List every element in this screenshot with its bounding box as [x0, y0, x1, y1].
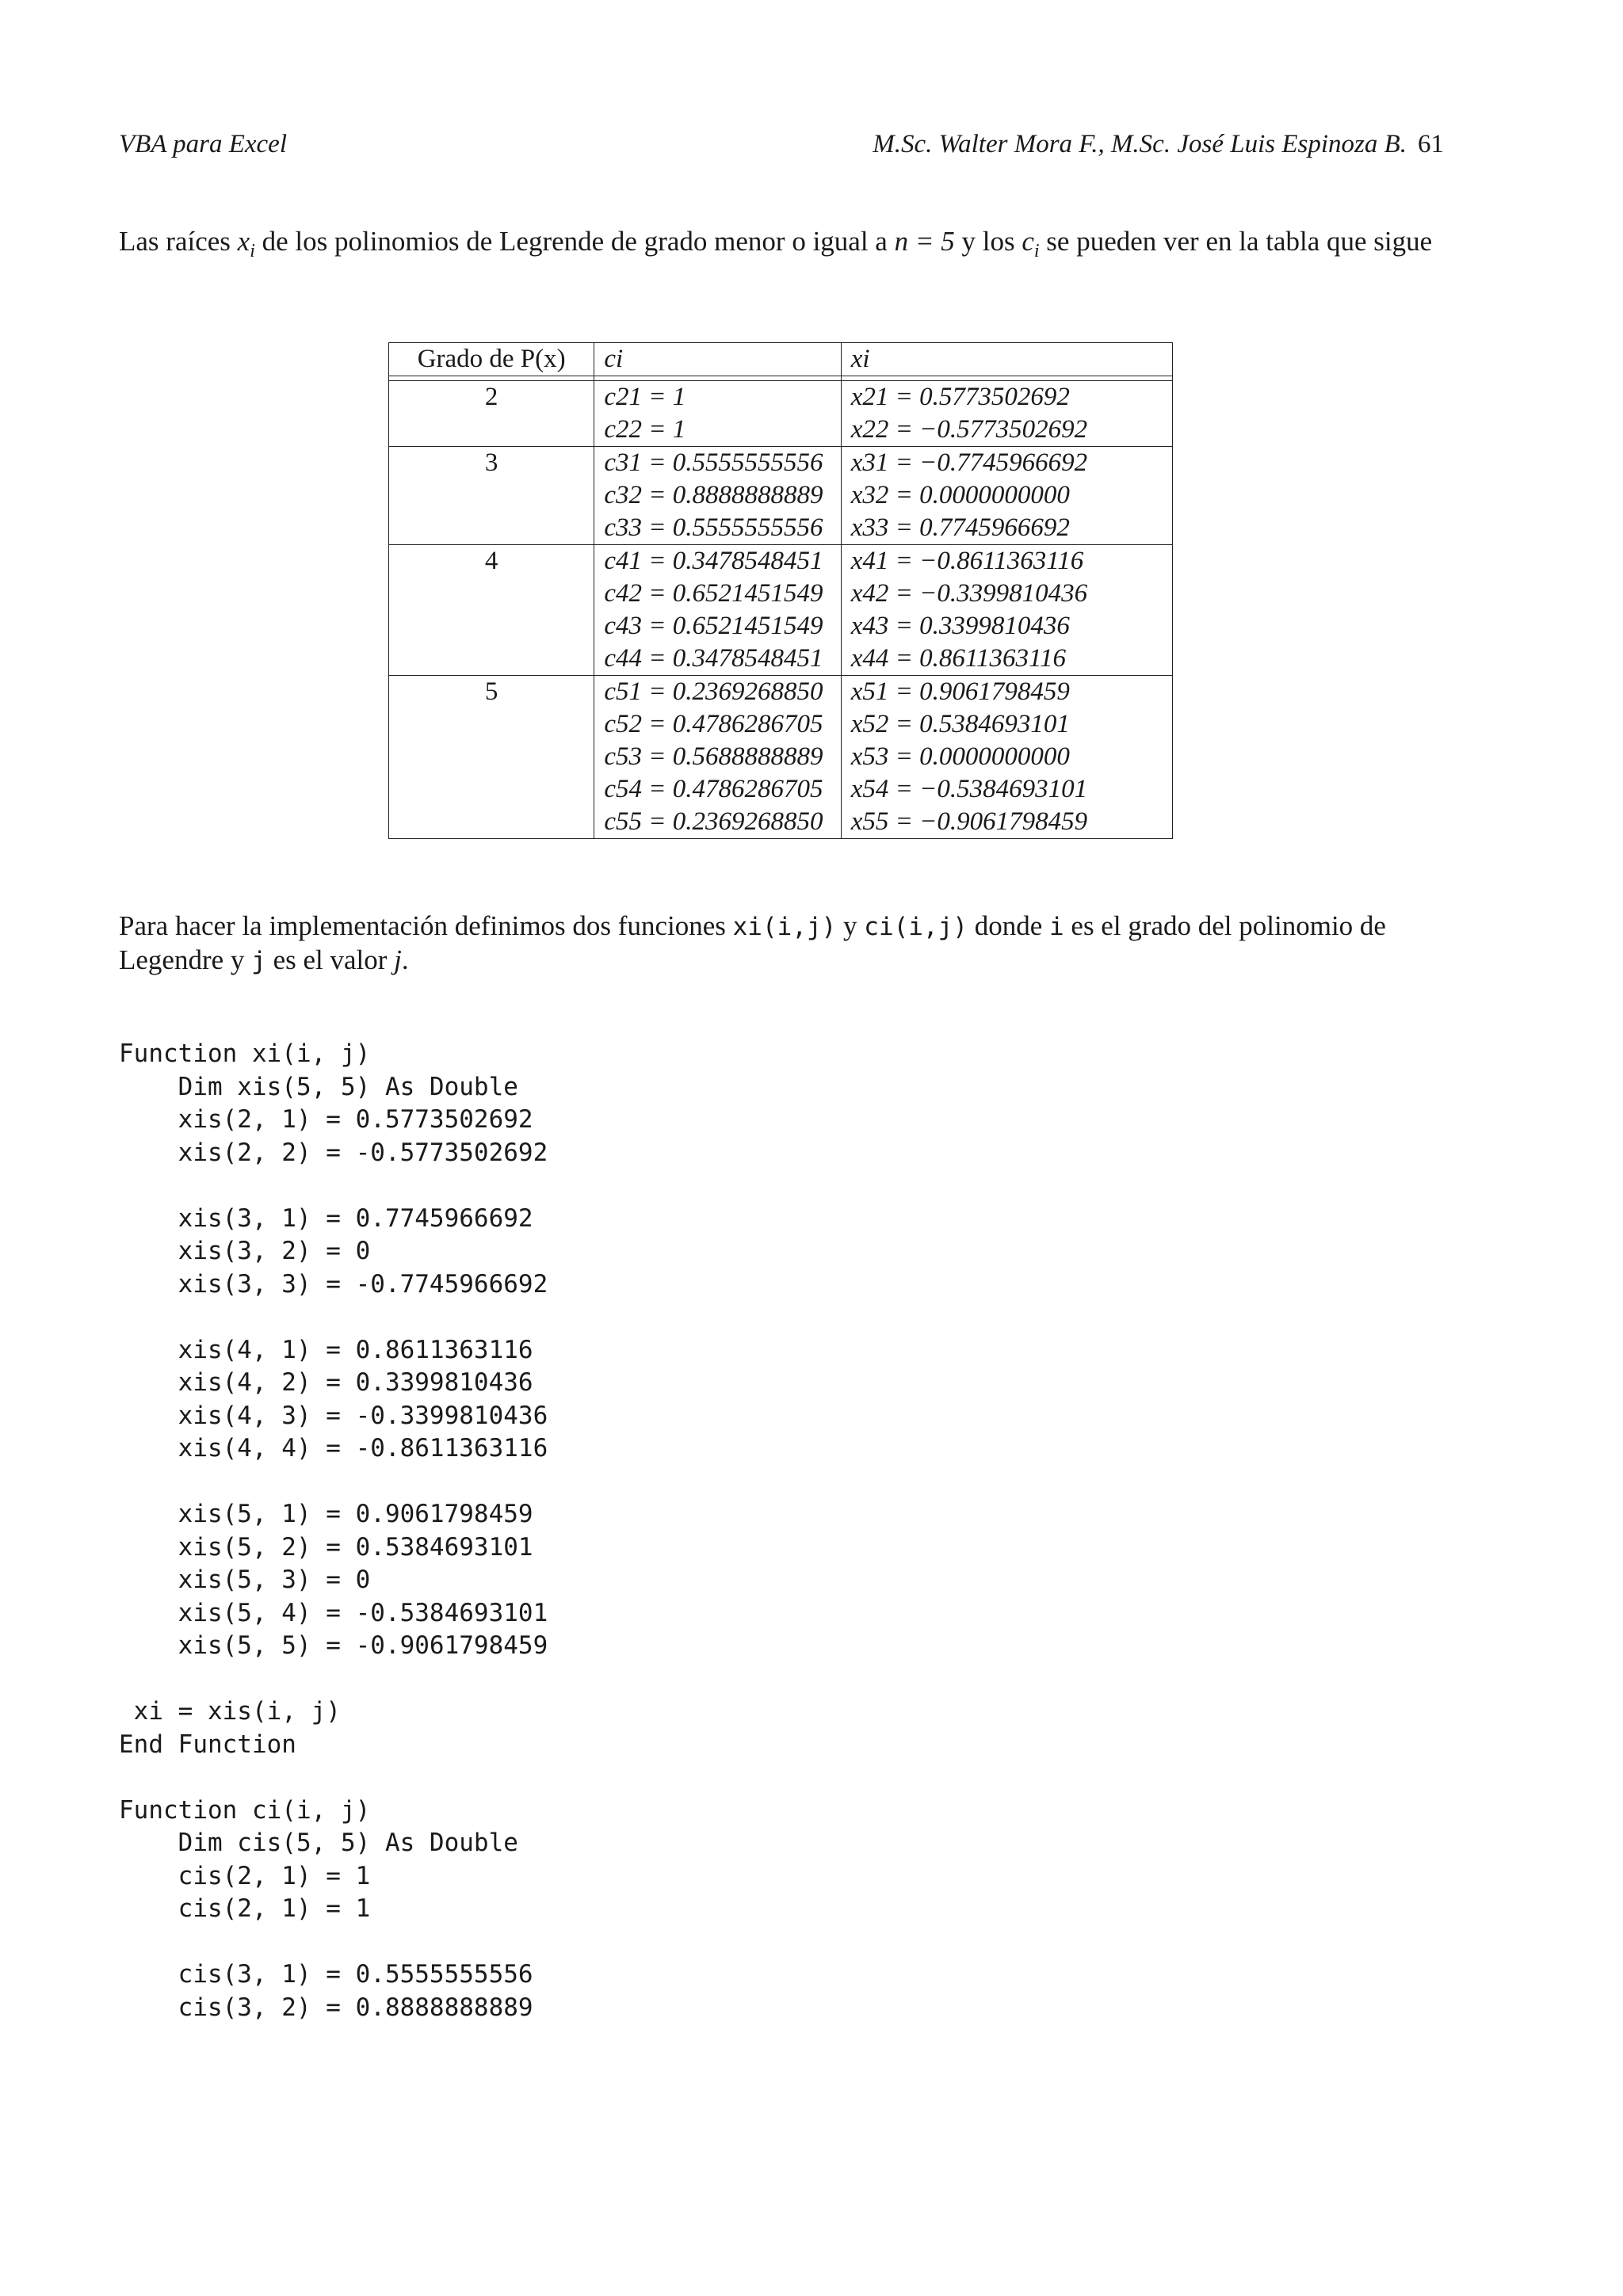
- c-cell: c53 = 0.5688888889: [594, 741, 841, 773]
- x-cell: x51 = 0.9061798459: [841, 676, 1172, 709]
- x-cell: x31 = −0.7745966692: [841, 447, 1172, 480]
- intro-text-4: se pueden ver en la tabla que sigue: [1046, 226, 1433, 257]
- legendre-table-container: [388, 342, 1173, 839]
- page-number: 61: [1418, 130, 1444, 158]
- header-ci: ci: [594, 343, 841, 376]
- x-cell: x54 = −0.5384693101: [841, 773, 1172, 806]
- c-cell: c21 = 1: [594, 381, 841, 414]
- header-grado: Grado de P(x): [389, 343, 594, 376]
- c-cell: c54 = 0.4786286705: [594, 773, 841, 806]
- x-cell: x33 = 0.7745966692: [841, 512, 1172, 545]
- table-row: [389, 708, 1173, 741]
- c-cell: c22 = 1: [594, 414, 841, 447]
- c-cell: c32 = 0.8888888889: [594, 479, 841, 512]
- impl-code-i: i: [1048, 913, 1064, 941]
- impl-code-j: j: [251, 947, 266, 975]
- intro-n-eq: n = 5: [894, 226, 955, 257]
- table-row: [389, 512, 1173, 545]
- table-row: [389, 806, 1173, 839]
- degree-cell: 2: [389, 381, 594, 414]
- x-cell: x53 = 0.0000000000: [841, 741, 1172, 773]
- vba-code-listing: Function xi(i, j) Dim xis(5, 5) As Double xis(2, 1) = 0.5773502692 xis(2, 2) = -0.5773502692 xis(3, 1) = 0.7745966692 xis(3, 2) = 0 xis(3, 3) = -0.7745966692 xis(4, 1) = 0.8611363116 xis(4, 2) = 0.3399810436 xis(4, 3) = -0.3399810436 xis(4, 4) = -0.8611363116 xis(5, 1) = 0.9061798459 xis(5, 2) = 0.5384693101 xis(5, 3) = 0 xis(5, 4) = -0.5384693101 xis(5, 5) = -0.9061798459 xi = xis(i, j) End Function Function ci(i, j) Dim cis(5, 5) As Double cis(2, 1) = 1 cis(2, 1) = 1 cis(3, 1) = 0.5555555556 cis(3, 2) = 0.8888888889: [119, 1039, 548, 2022]
- intro-var-c: c: [1022, 226, 1034, 257]
- impl-text-2: y: [843, 910, 857, 941]
- c-cell: c43 = 0.6521451549: [594, 610, 841, 643]
- impl-text-4: es el grado del polinomio de Legendre y: [119, 910, 1386, 975]
- impl-var-j: j: [394, 944, 402, 975]
- group-degree-4: [389, 545, 1173, 676]
- degree-cell: 5: [389, 676, 594, 709]
- page-header: [119, 130, 1444, 165]
- group-degree-5: [389, 676, 1173, 839]
- intro-text-1: Las raíces: [119, 226, 231, 257]
- table-header-row: [389, 343, 1173, 376]
- x-cell: x41 = −0.8611363116: [841, 545, 1172, 578]
- legendre-table: [388, 342, 1173, 839]
- c-cell: c51 = 0.2369268850: [594, 676, 841, 709]
- intro-sub-i: i: [250, 241, 255, 261]
- x-cell: x42 = −0.3399810436: [841, 578, 1172, 610]
- x-cell: x32 = 0.0000000000: [841, 479, 1172, 512]
- x-cell: x55 = −0.9061798459: [841, 806, 1172, 839]
- intro-paragraph: [119, 225, 1444, 268]
- header-authors-text: M.Sc. Walter Mora F., M.Sc. José Luis Espinoza B.: [873, 130, 1407, 158]
- c-cell: c55 = 0.2369268850: [594, 806, 841, 839]
- implementation-paragraph: [119, 910, 1444, 978]
- c-cell: c33 = 0.5555555556: [594, 512, 841, 545]
- table-row: [389, 578, 1173, 610]
- x-cell: x52 = 0.5384693101: [841, 708, 1172, 741]
- group-degree-2: [389, 381, 1173, 447]
- table-row: [389, 381, 1173, 414]
- c-cell: c41 = 0.3478548451: [594, 545, 841, 578]
- header-book-title: VBA para Excel: [119, 130, 287, 158]
- impl-code-ci: ci(i,j): [864, 913, 968, 941]
- c-cell: c52 = 0.4786286705: [594, 708, 841, 741]
- table-row: [389, 741, 1173, 773]
- intro-var-x: x: [237, 226, 250, 257]
- table-row: [389, 643, 1173, 676]
- impl-text-6: .: [401, 944, 409, 975]
- intro-text-2: de los polinomios de Legrende de grado menor o igual a: [262, 226, 888, 257]
- x-cell: x43 = 0.3399810436: [841, 610, 1172, 643]
- table-row: [389, 414, 1173, 447]
- degree-cell: 4: [389, 545, 594, 578]
- header-authors: [873, 130, 1444, 159]
- impl-text-1: Para hacer la implementación definimos dos funciones: [119, 910, 726, 941]
- impl-text-5: es el valor: [273, 944, 388, 975]
- table-row: [389, 773, 1173, 806]
- group-degree-3: [389, 447, 1173, 545]
- degree-cell: 3: [389, 447, 594, 480]
- intro-sub-i-2: i: [1033, 241, 1040, 261]
- table-row: [389, 447, 1173, 480]
- impl-text-3: donde: [974, 910, 1043, 941]
- x-cell: x22 = −0.5773502692: [841, 414, 1172, 447]
- impl-code-xi: xi(i,j): [732, 913, 837, 941]
- table-row: [389, 610, 1173, 643]
- table-row: [389, 479, 1173, 512]
- c-cell: c44 = 0.3478548451: [594, 643, 841, 676]
- c-cell: c42 = 0.6521451549: [594, 578, 841, 610]
- x-cell: x44 = 0.8611363116: [841, 643, 1172, 676]
- c-cell: c31 = 0.5555555556: [594, 447, 841, 480]
- header-xi: xi: [841, 343, 1172, 376]
- intro-text-3: y los: [961, 226, 1015, 257]
- table-row: [389, 676, 1173, 709]
- x-cell: x21 = 0.5773502692: [841, 381, 1172, 414]
- table-row: [389, 545, 1173, 578]
